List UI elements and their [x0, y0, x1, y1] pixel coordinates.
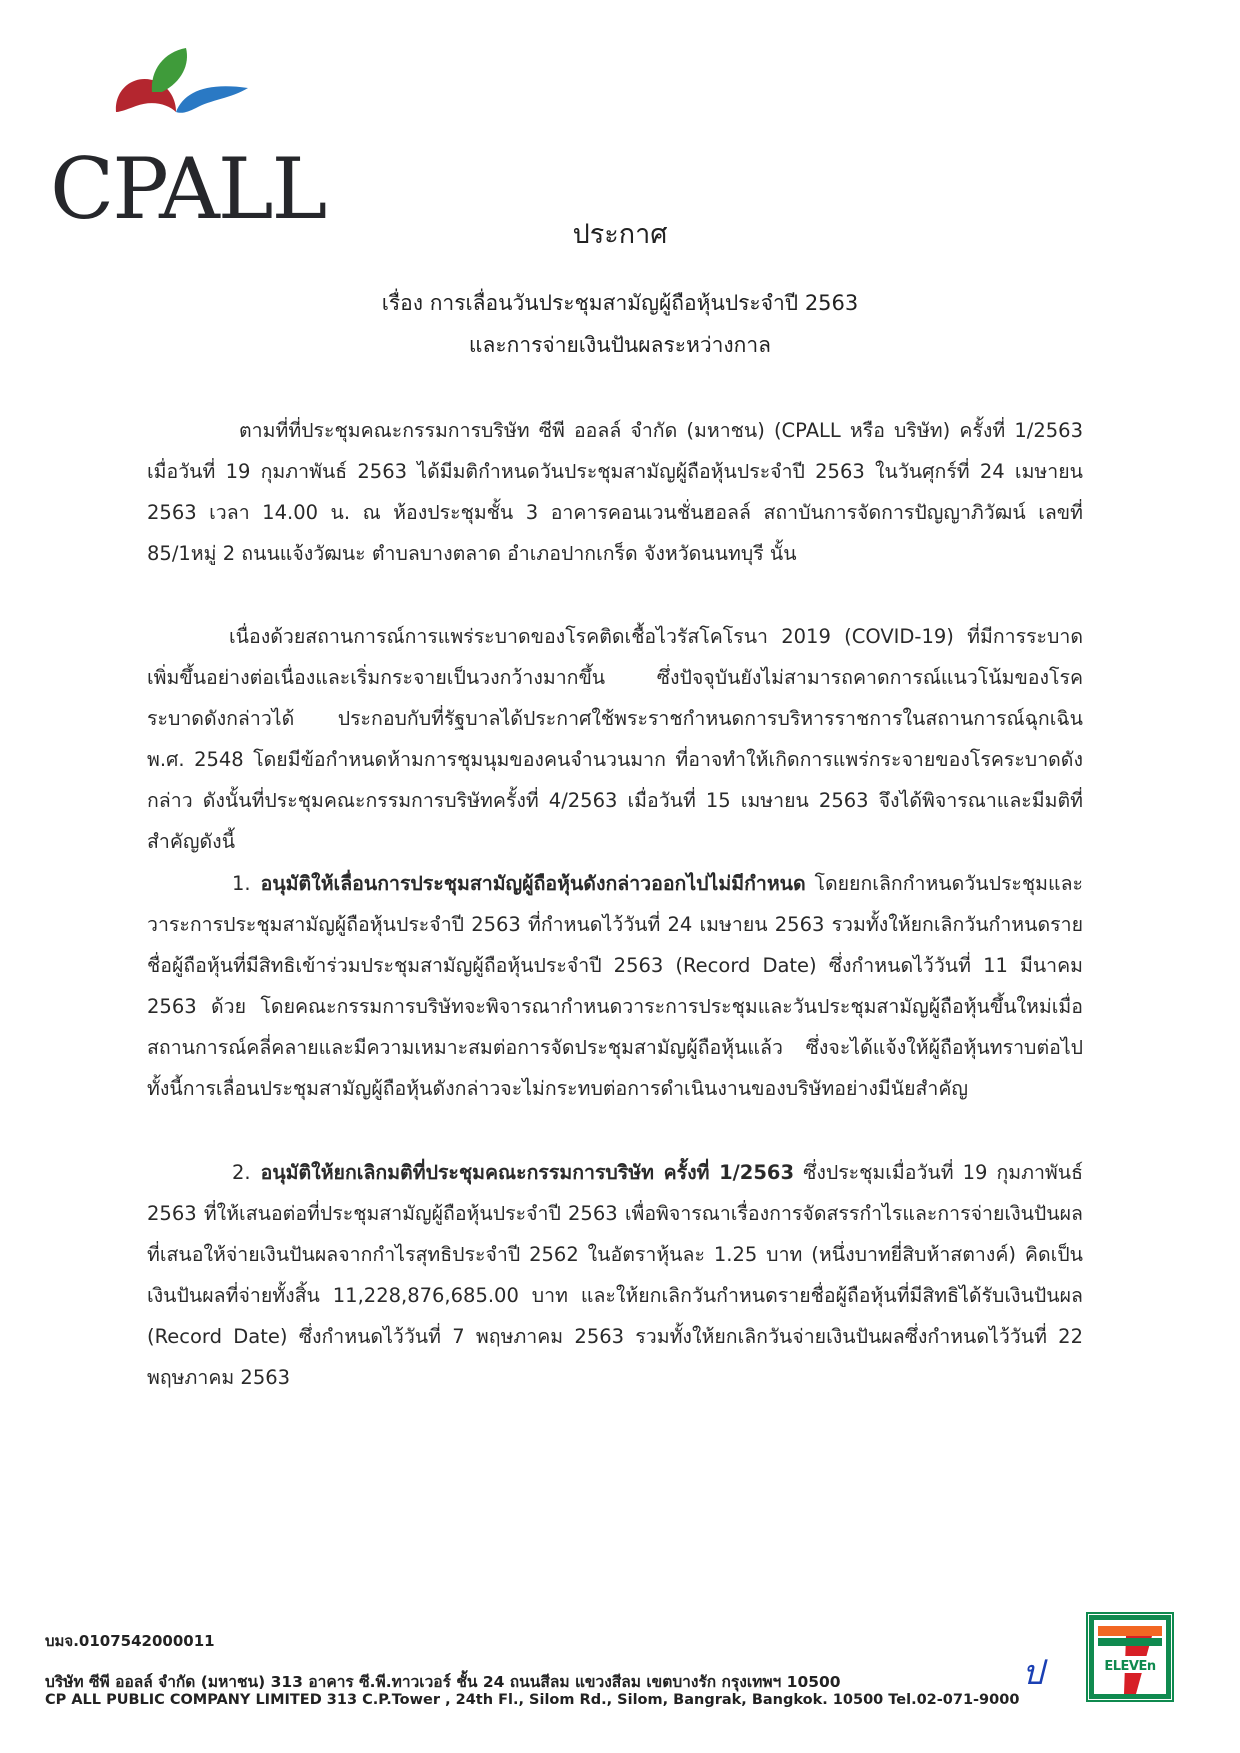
item-2-text: ซึ่งประชุมเมื่อวันที่ 19 กุมภาพันธ์ 2563 ที่ให้เสนอต่อที่ประชุมสามัญผู้ถือหุ้นประจำปี 2563 เพื่อพิจารณาเรื่องการจัดสรรกำไรและการจ่ายเงินปันผลที่เสนอให้จ่ายเงินปันผลจากกำไรสุทธิประจำปี 2562 ในอัตราหุ้นละ 1.25 บาท (หนึ่งบาทยี่สิบห้าสตางค์) คิดเป็นเงินปันผลที่จ่ายทั้งสิ้น 11,228,876,685.00 บาท และให้ยกเลิกวันกำหนดรายชื่อผู้ถือหุ้นที่มีสิทธิได้รับเงินปันผล (Record Date) ซึ่งกำหนดไว้วันที่ 7 พฤษภาคม 2563 รวมทั้งให้ยกเลิกวันจ่ายเงินปันผลซึ่งกำหนดไว้วันที่ 22 พฤษภาคม 2563	[147, 1161, 1083, 1389]
cp-all-leaf-icon	[106, 48, 256, 148]
resolution-item-2	[147, 1152, 1083, 1398]
item-1-number: 1.	[232, 872, 251, 895]
company-address-english: CP ALL PUBLIC COMPANY LIMITED 313 C.P.Tower , 24th Fl., Silom Rd., Silom, Bangrak, Bangkok. 10500 Tel.02-071-9000	[45, 1692, 1020, 1708]
cp-all-logo	[50, 48, 326, 238]
seven-eleven-wordmark: ELEVEn	[1104, 1659, 1156, 1674]
item-1-lead: อนุมัติให้เลื่อนการประชุมสามัญผู้ถือหุ้นดังกล่าวออกไปไม่มีกำหนด	[260, 872, 806, 895]
company-registration: บมจ.0107542000011	[45, 1632, 215, 1650]
item-2-lead: อนุมัติให้ยกเลิกมติที่ประชุมคณะกรรมการบริษัท ครั้งที่ 1/2563	[260, 1161, 795, 1184]
seven-eleven-logo-icon	[1086, 1612, 1174, 1702]
handwritten-initial: ป	[1022, 1653, 1044, 1693]
item-1-text: โดยยกเลิกกำหนดวันประชุมและวาระการประชุมสามัญผู้ถือหุ้นประจำปี 2563 ที่กำหนดไว้วันที่ 24 เมษายน 2563 รวมทั้งให้ยกเลิกวันกำหนดรายชื่อผู้ถือหุ้นที่มีสิทธิเข้าร่วมประชุมสามัญผู้ถือหุ้นประจำปี 2563 (Record Date) ซึ่งกำหนดไว้วันที่ 11 มีนาคม 2563 ด้วย โดยคณะกรรมการบริษัทจะพิจารณากำหนดวาระการประชุมและวันประชุมสามัญผู้ถือหุ้นขึ้นใหม่เมื่อสถานการณ์คลี่คลายและมีความเหมาะสมต่อการจัดประชุมสามัญผู้ถือหุ้นแล้ว ซึ่งจะได้แจ้งให้ผู้ถือหุ้นทราบต่อไป ทั้งนี้การเลื่อนประชุมสามัญผู้ถือหุ้นดังกล่าวจะไม่กระทบต่อการดำเนินงานของบริษัทอย่างมีนัยสำคัญ	[147, 872, 1083, 1100]
seven-eleven-logo	[1086, 1612, 1174, 1702]
resolution-item-1	[147, 863, 1083, 1109]
company-address-thai: บริษัท ซีพี ออลล์ จำกัด (มหาชน) 313 อาคาร ซี.พี.ทาวเวอร์ ชั้น 24 ถนนสีลม แขวงสีลม เขตบางรัก กรุงเทพฯ 10500	[45, 1673, 841, 1691]
subject-line-2: และการจ่ายเงินปันผลระหว่างกาล	[468, 333, 772, 357]
paragraph-2: เนื่องด้วยสถานการณ์การแพร่ระบาดของโรคติดเชื้อไวรัสโคโรนา 2019 (COVID-19) ที่มีการระบาดเพิ่มขึ้นอย่างต่อเนื่องและเริ่มกระจายเป็นวงกว้างมากขึ้น ซึ่งปัจจุบันยังไม่สามารถคาดการณ์แนวโน้มของโรคระบาดดังกล่าวได้ ประกอบกับที่รัฐบาลได้ประกาศใช้พระราชกำหนดการบริหารราชการในสถานการณ์ฉุกเฉิน พ.ศ. 2548 โดยมีข้อกำหนดห้ามการชุมนุมของคนจำนวนมาก ที่อาจทำให้เกิดการแพร่กระจายของโรคระบาดดังกล่าว ดังนั้นที่ประชุมคณะกรรมการบริษัทครั้งที่ 4/2563 เมื่อวันที่ 15 เมษายน 2563 จึงได้พิจารณาและมีมติที่สำคัญดังนี้	[147, 625, 1083, 853]
announcement-title: ประกาศ	[572, 219, 668, 250]
paragraph-1: ตามที่ที่ประชุมคณะกรรมการบริษัท ซีพี ออลล์ จำกัด (มหาชน) (CPALL หรือ บริษัท) ครั้งที่ 1/2563 เมื่อวันที่ 19 กุมภาพันธ์ 2563 ได้มีมติกำหนดวันประชุมสามัญผู้ถือหุ้นประจำปี 2563 ในวันศุกร์ที่ 24 เมษายน 2563 เวลา 14.00 น. ณ ห้องประชุมชั้น 3 อาคารคอนเวนชั่นฮอลล์ สถาบันการจัดการปัญญาภิวัฒน์ เลขที่ 85/1หมู่ 2 ถนนแจ้งวัฒนะ ตำบลบางตลาด อำเภอปากเกร็ด จังหวัดนนทบุรี นั้น	[147, 419, 1083, 565]
subject-line-1: เรื่อง การเลื่อนวันประชุมสามัญผู้ถือหุ้นประจำปี 2563	[381, 291, 859, 315]
item-2-number: 2.	[232, 1161, 251, 1184]
cp-all-logo-text: CPALL	[50, 140, 326, 238]
